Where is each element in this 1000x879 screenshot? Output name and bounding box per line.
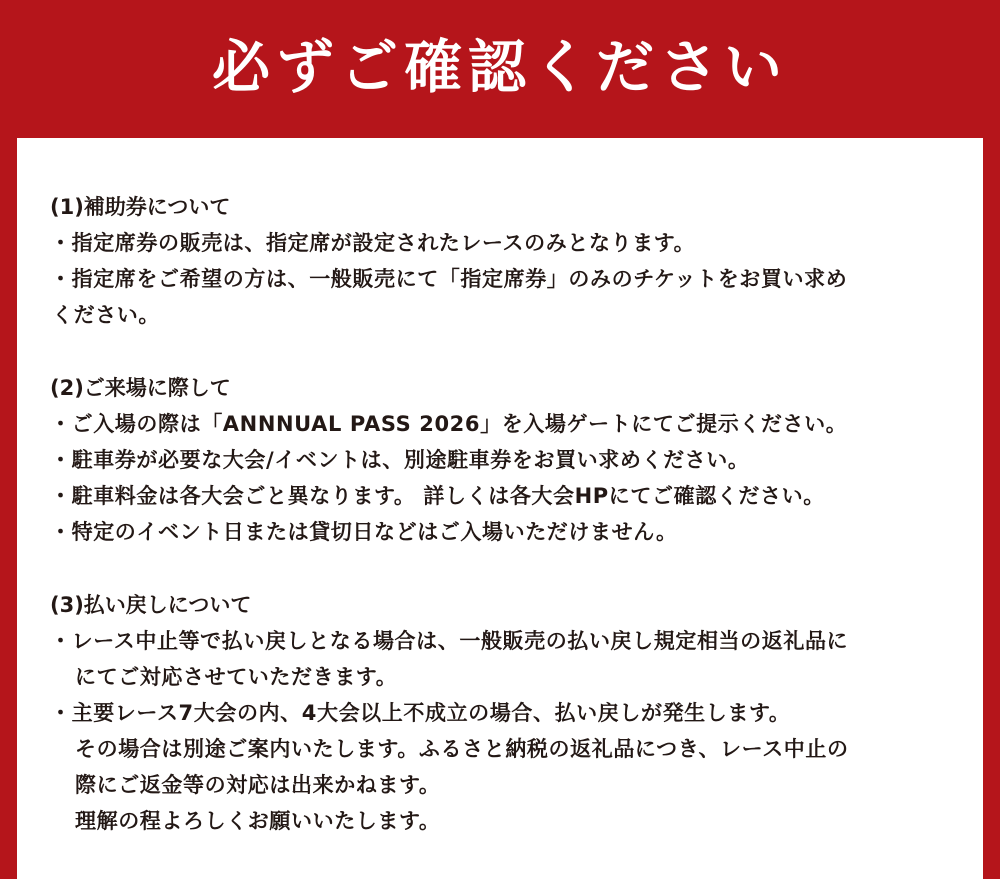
notice-line: 理解の程よろしくお願いいたします。 xyxy=(75,809,441,833)
page-title: 必ずご確認ください xyxy=(211,33,788,101)
notice-line: にてご対応させていただきます。 xyxy=(75,665,398,689)
notice-panel xyxy=(17,138,983,879)
section-refund xyxy=(50,587,983,839)
notice-line: ・主要レース7大会の内、4大会以上不成立の場合、払い戻しが発生します。 xyxy=(50,701,791,725)
notice-line: 際にご返金等の対応は出来かねます。 xyxy=(75,773,441,797)
section-heading: (2)ご来場に際して xyxy=(50,376,231,400)
section-heading: (3)払い戻しについて xyxy=(50,593,252,617)
header-banner xyxy=(0,0,1000,138)
notice-line: ・ご入場の際は「ANNNUAL PASS 2026」を入場ゲートにてご提示ください。 xyxy=(50,412,848,436)
section-visiting xyxy=(50,370,983,550)
notice-line: ・特定のイベント日または貸切日などはご入場いただけません。 xyxy=(50,520,678,544)
section-heading: (1)補助券について xyxy=(50,195,231,219)
notice-line: ・駐車料金は各大会ごと異なります。 詳しくは各大会HPにてご確認ください。 xyxy=(50,484,825,508)
notice-line: ・レース中止等で払い戻しとなる場合は、一般販売の払い戻し規定相当の返礼品に xyxy=(50,629,849,653)
section-supplementary-ticket xyxy=(50,189,983,333)
notice-line: その場合は別途ご案内いたします。ふるさと納税の返礼品につき、レース中止の xyxy=(75,737,849,761)
notice-line: ・指定席をご希望の方は、一般販売にて「指定席券」のみのチケットをお買い求め xyxy=(50,267,848,291)
notice-line: ください。 xyxy=(52,303,160,327)
notice-line: ・駐車券が必要な大会/イベントは、別途駐車券をお買い求めください。 xyxy=(50,448,750,472)
notice-line: ・指定席券の販売は、指定席が設定されたレースのみとなります。 xyxy=(50,231,696,255)
